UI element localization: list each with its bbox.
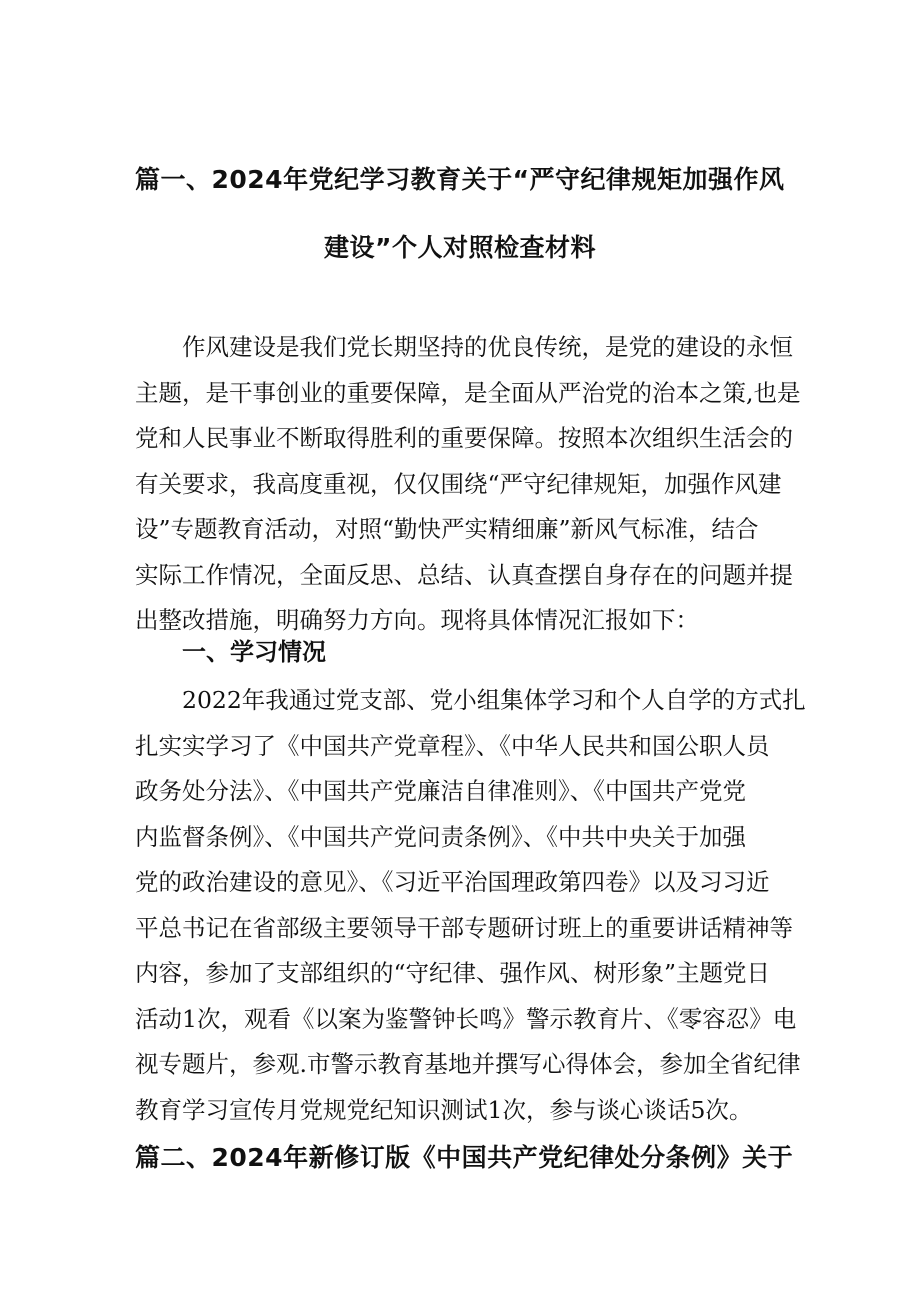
paragraph-line: 设”专题教育活动，对照“勤快严实精细廉”新风气标准，结合 <box>135 515 759 543</box>
paragraph-line: 作风建设是我们党长期坚持的优良传统，是党的建设的永恒 <box>182 333 793 361</box>
paragraph-line: 实际工作情况，全面反思、总结、认真查摆自身存在的问题并提 <box>135 560 793 589</box>
paragraph-line: 主题，是干事创业的重要保障，是全面从严治党的治本之策,也是 <box>135 378 801 407</box>
paragraph-line: 党的政治建设的意见》、《习近平治国理政第四卷》以及习习近 <box>135 868 770 896</box>
paragraph-line: 政务处分法》、《中国共产党廉洁自律准则》、《中国共产党党 <box>135 777 746 805</box>
study-paragraph <box>135 678 806 1133</box>
paragraph-line: 平总书记在省部级主要领导干部专题研讨班上的重要讲话精神等 <box>135 913 793 942</box>
paragraph-line: 视专题片，参观.市警示教育基地并撰写心得体会，参加全省纪律 <box>135 1050 801 1078</box>
paragraph-line: 2022年我通过党支部、党小组集体学习和个人自学的方式扎 <box>182 686 806 714</box>
paragraph-line: 内容，参加了支部组织的“守纪律、强作风、树形象”主题党日 <box>135 959 771 987</box>
paragraph-line: 有关要求，我高度重视，仅仅围绕“严守纪律规矩，加强作风建 <box>135 469 782 498</box>
section-heading-study: 一、学习情况 <box>182 638 326 666</box>
document-title-part1-line1: 篇一、2024年党纪学习教育关于“严守纪律规矩加强作风 <box>135 165 785 194</box>
paragraph-line: 党和人民事业不断取得胜利的重要保障。按照本次组织生活会的 <box>135 424 793 452</box>
paragraph-line: 出整改措施，明确努力方向。现将具体情况汇报如下： <box>135 606 699 634</box>
paragraph-line: 扎实实学习了《中国共产党章程》、《中华人民共和国公职人员 <box>135 731 770 760</box>
document-title-part2-line1: 篇二、2024年新修订版《中国共产党纪律处分条例》关于 <box>135 1143 794 1172</box>
intro-paragraph <box>135 325 801 644</box>
paragraph-line: 活动1次，观看《以案为鉴警钟长鸣》警示教育片、《零容忍》电 <box>135 1004 797 1033</box>
paragraph-line: 内监督条例》、《中国共产党问责条例》、《中共中央关于加强 <box>135 822 746 851</box>
paragraph-line: 教育学习宣传月党规党纪知识测试1次，参与谈心谈话5次。 <box>135 1095 753 1124</box>
document-title-part1-line2: 建设”个人对照检查材料 <box>324 233 596 262</box>
